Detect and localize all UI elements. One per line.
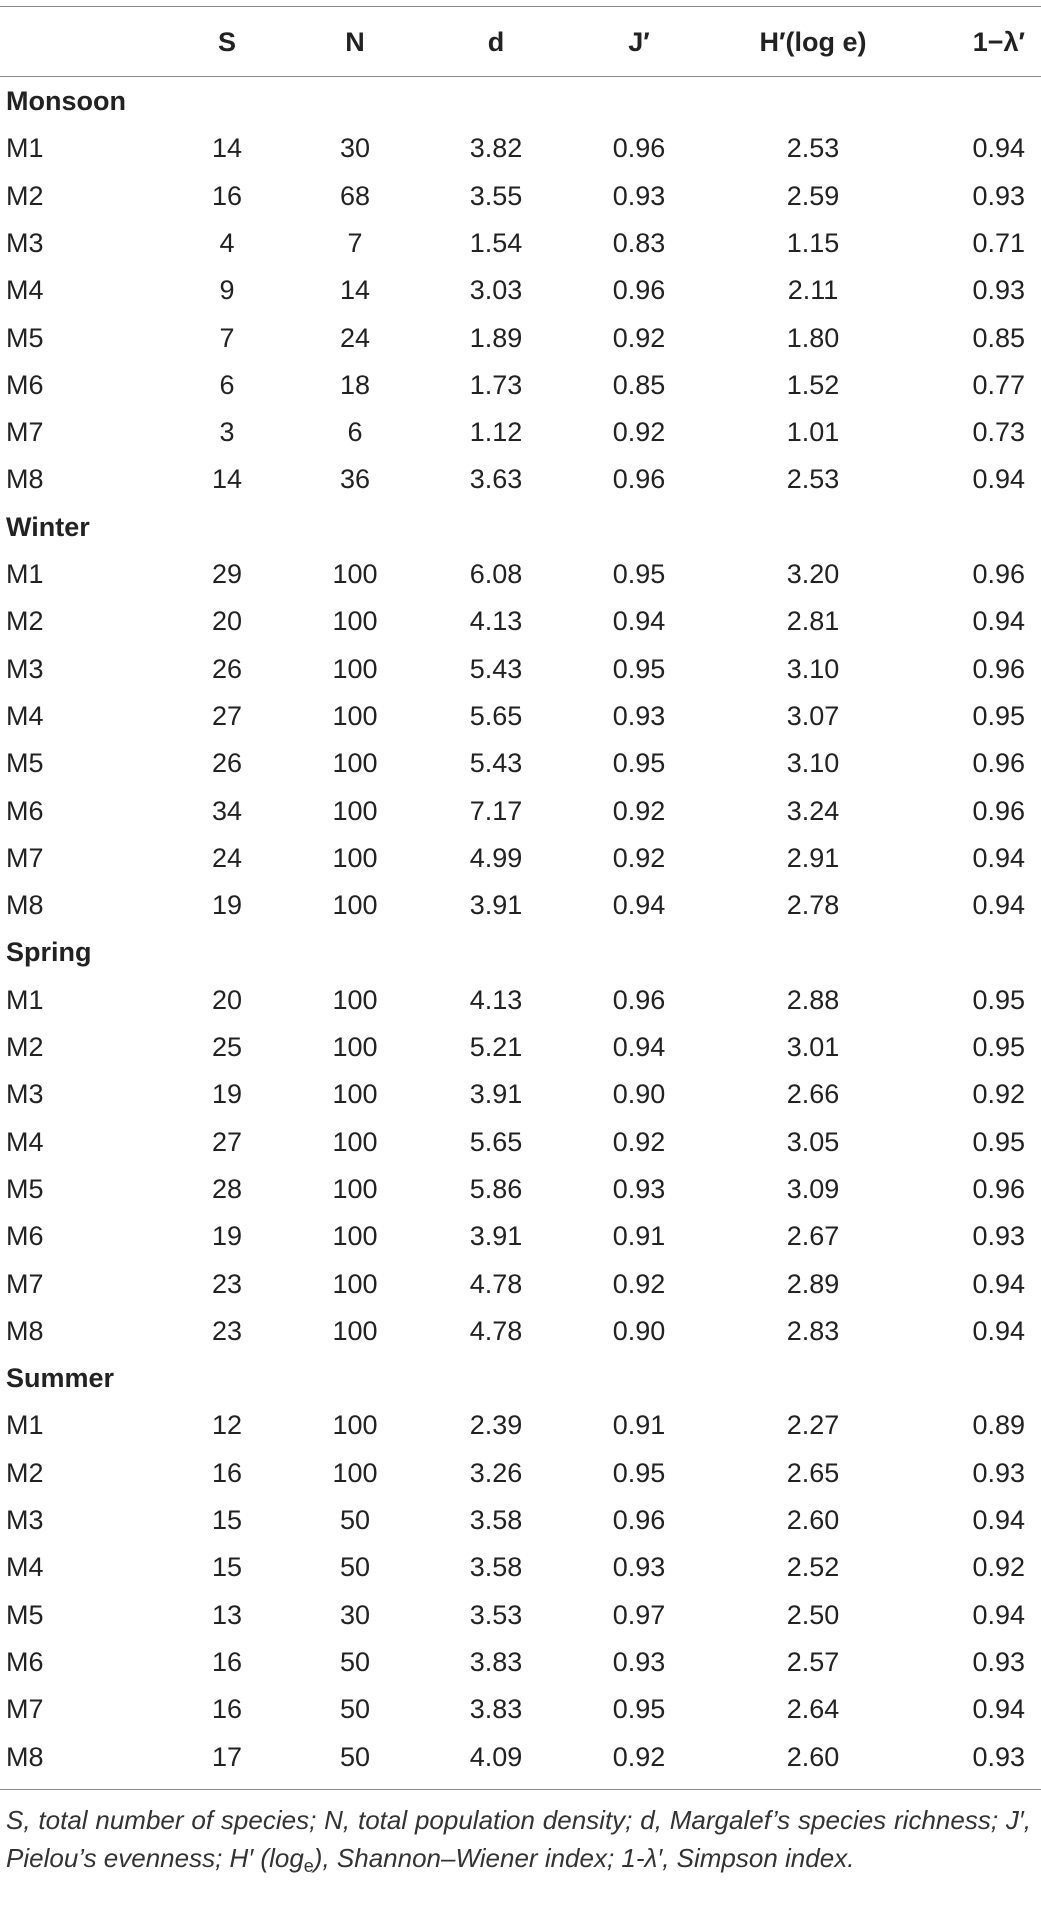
cell-N: 100 xyxy=(332,1221,378,1252)
cell-J: 0.96 xyxy=(612,275,666,306)
table-row xyxy=(0,1497,1041,1544)
cell-d: 3.63 xyxy=(469,464,523,495)
cell-S: 9 xyxy=(219,275,235,306)
site-label: M2 xyxy=(6,180,44,211)
table-row xyxy=(0,646,1041,693)
cell-H: 3.05 xyxy=(786,1126,840,1157)
cell-N: 50 xyxy=(339,1505,371,1535)
cell-S: 3 xyxy=(219,417,235,448)
cell-J: 0.92 xyxy=(612,417,666,448)
cell-S: 28 xyxy=(211,1173,243,1204)
cell-J: 0.91 xyxy=(612,1410,666,1441)
table-row xyxy=(0,1071,1041,1118)
cell-simpson: 0.96 xyxy=(972,795,1025,826)
site-label: M7 xyxy=(6,1694,44,1725)
cell-S: 4 xyxy=(219,227,235,258)
cell-S: 19 xyxy=(211,890,243,921)
cell-H: 1.52 xyxy=(786,369,840,400)
site-label: M4 xyxy=(6,275,44,306)
cell-d: 4.99 xyxy=(469,842,523,873)
cell-S: 25 xyxy=(211,1032,243,1062)
cell-J: 0.92 xyxy=(612,322,666,353)
cell-J: 0.95 xyxy=(612,559,666,589)
cell-d: 4.13 xyxy=(469,984,523,1015)
table-row xyxy=(0,1686,1041,1733)
cell-J: 0.96 xyxy=(612,1505,666,1535)
cell-N: 100 xyxy=(332,1126,378,1157)
header-simpson: 1−λ′ xyxy=(972,27,1025,57)
cell-d: 3.53 xyxy=(469,1599,523,1630)
cell-J: 0.91 xyxy=(612,1221,666,1252)
site-label: M3 xyxy=(6,227,44,258)
header-d: d xyxy=(487,27,505,57)
cell-H: 2.78 xyxy=(786,890,840,921)
site-label: M7 xyxy=(6,842,44,873)
cell-d: 3.91 xyxy=(469,1079,523,1110)
cell-simpson: 0.95 xyxy=(972,700,1025,731)
site-label: M6 xyxy=(6,795,44,826)
cell-d: 3.91 xyxy=(469,1221,523,1252)
site-label: M2 xyxy=(6,1457,44,1488)
cell-H: 2.60 xyxy=(786,1505,840,1535)
cell-S: 20 xyxy=(211,984,243,1015)
cell-N: 50 xyxy=(339,1646,371,1677)
cell-N: 68 xyxy=(339,180,371,211)
cell-H: 3.01 xyxy=(786,1032,840,1062)
table-row xyxy=(0,693,1041,740)
cell-H: 2.67 xyxy=(786,1221,840,1252)
cell-simpson: 0.96 xyxy=(972,1173,1025,1204)
cell-N: 18 xyxy=(339,369,371,400)
cell-simpson: 0.94 xyxy=(972,1694,1025,1725)
table-row xyxy=(0,1544,1041,1591)
cell-S: 16 xyxy=(211,1457,243,1488)
table-row xyxy=(0,1639,1041,1686)
cell-H: 1.15 xyxy=(786,227,840,258)
cell-J: 0.96 xyxy=(612,464,666,495)
cell-H: 2.89 xyxy=(786,1268,840,1299)
cell-S: 26 xyxy=(211,748,243,779)
table-row xyxy=(0,740,1041,787)
cell-simpson: 0.94 xyxy=(972,1315,1025,1346)
header-H: H′(log e) xyxy=(759,27,867,57)
site-label: M5 xyxy=(6,1599,44,1630)
cell-J: 0.95 xyxy=(612,653,666,684)
cell-S: 13 xyxy=(211,1599,243,1630)
cell-d: 3.91 xyxy=(469,890,523,921)
site-label: M8 xyxy=(6,890,44,921)
cell-H: 2.27 xyxy=(786,1410,840,1441)
cell-J: 0.90 xyxy=(612,1079,666,1110)
cell-simpson: 0.95 xyxy=(972,1032,1025,1062)
cell-simpson: 0.94 xyxy=(972,464,1025,495)
site-label: M6 xyxy=(6,1221,44,1252)
cell-H: 2.83 xyxy=(786,1315,840,1346)
cell-simpson: 0.92 xyxy=(972,1079,1025,1110)
cell-d: 3.03 xyxy=(469,275,523,306)
cell-H: 2.53 xyxy=(786,133,840,164)
cell-S: 12 xyxy=(211,1410,243,1441)
cell-simpson: 0.94 xyxy=(972,1268,1025,1299)
cell-d: 5.43 xyxy=(469,653,523,684)
table-row xyxy=(0,362,1041,409)
cell-N: 50 xyxy=(339,1552,371,1583)
cell-S: 14 xyxy=(211,464,243,495)
cell-S: 16 xyxy=(211,180,243,211)
cell-N: 30 xyxy=(339,133,371,164)
cell-J: 0.95 xyxy=(612,748,666,779)
cell-S: 19 xyxy=(211,1221,243,1252)
cell-d: 5.86 xyxy=(469,1173,523,1204)
site-label: M6 xyxy=(6,369,44,400)
cell-N: 50 xyxy=(339,1694,371,1725)
cell-N: 100 xyxy=(332,700,378,731)
cell-J: 0.94 xyxy=(612,606,666,637)
cell-N: 100 xyxy=(332,1410,378,1441)
cell-H: 1.80 xyxy=(786,322,840,353)
cell-J: 0.94 xyxy=(612,890,666,921)
cell-d: 4.78 xyxy=(469,1315,523,1346)
cell-J: 0.85 xyxy=(612,369,666,400)
site-label: M4 xyxy=(6,1126,44,1157)
cell-d: 5.21 xyxy=(469,1032,523,1062)
cell-simpson: 0.94 xyxy=(972,606,1025,637)
cell-simpson: 0.93 xyxy=(972,1221,1025,1252)
cell-H: 2.53 xyxy=(786,464,840,495)
cell-N: 100 xyxy=(332,559,378,589)
cell-d: 1.12 xyxy=(469,417,523,448)
cell-J: 0.97 xyxy=(612,1599,666,1630)
cell-J: 0.92 xyxy=(612,1741,666,1772)
cell-N: 100 xyxy=(332,653,378,684)
site-label: M1 xyxy=(6,559,44,589)
cell-H: 2.81 xyxy=(786,606,840,637)
site-label: M5 xyxy=(6,322,44,353)
cell-H: 1.01 xyxy=(786,417,840,448)
cell-H: 2.65 xyxy=(786,1457,840,1488)
cell-H: 3.09 xyxy=(786,1173,840,1204)
cell-simpson: 0.93 xyxy=(972,1457,1025,1488)
cell-N: 100 xyxy=(332,842,378,873)
cell-S: 16 xyxy=(211,1646,243,1677)
cell-d: 6.08 xyxy=(469,559,523,589)
cell-simpson: 0.92 xyxy=(972,1552,1025,1583)
cell-H: 2.64 xyxy=(786,1694,840,1725)
table-row xyxy=(0,409,1041,456)
table-row xyxy=(0,1308,1041,1355)
cell-N: 100 xyxy=(332,1268,378,1299)
cell-simpson: 0.93 xyxy=(972,275,1025,306)
cell-simpson: 0.73 xyxy=(972,417,1025,448)
cell-J: 0.93 xyxy=(612,180,666,211)
cell-simpson: 0.93 xyxy=(972,1741,1025,1772)
footnote-text-end: ), Shannon–Wiener index; 1-λ′, Simpson index. xyxy=(313,1843,855,1873)
site-label: M5 xyxy=(6,748,44,779)
cell-N: 6 xyxy=(347,417,363,448)
cell-d: 3.83 xyxy=(469,1694,523,1725)
cell-N: 36 xyxy=(339,464,371,495)
cell-S: 17 xyxy=(211,1741,243,1772)
site-label: M8 xyxy=(6,464,44,495)
cell-S: 26 xyxy=(211,653,243,684)
table-row xyxy=(0,1166,1041,1213)
cell-d: 3.55 xyxy=(469,180,523,211)
table-row xyxy=(0,1734,1041,1781)
section-header-monsoon xyxy=(0,78,1041,125)
cell-S: 20 xyxy=(211,606,243,637)
cell-N: 100 xyxy=(332,1173,378,1204)
cell-S: 24 xyxy=(211,842,243,873)
cell-N: 50 xyxy=(339,1741,371,1772)
cell-d: 5.43 xyxy=(469,748,523,779)
table-row xyxy=(0,173,1041,220)
section-header-spring xyxy=(0,929,1041,976)
cell-S: 7 xyxy=(219,322,235,353)
cell-H: 2.52 xyxy=(786,1552,840,1583)
cell-S: 23 xyxy=(211,1315,243,1346)
table-row xyxy=(0,456,1041,503)
table-bottom-rule xyxy=(0,1789,1041,1790)
cell-J: 0.93 xyxy=(612,1552,666,1583)
cell-d: 7.17 xyxy=(469,795,523,826)
table-row xyxy=(0,1450,1041,1497)
cell-d: 2.39 xyxy=(469,1410,523,1441)
cell-d: 3.26 xyxy=(469,1457,523,1488)
table-top-rule xyxy=(0,6,1041,7)
footnote-text: S, total number of species; N, total population density; d, Margalef’s species richness; J′, Pielou’s evenness; H′ (log xyxy=(6,1805,1031,1873)
cell-d: 4.09 xyxy=(469,1741,523,1772)
cell-simpson: 0.95 xyxy=(972,984,1025,1015)
table-row xyxy=(0,1119,1041,1166)
header-J: J′ xyxy=(628,27,650,57)
cell-S: 15 xyxy=(211,1552,243,1583)
site-label: M2 xyxy=(6,1032,44,1062)
cell-simpson: 0.94 xyxy=(972,1599,1025,1630)
cell-d: 3.58 xyxy=(469,1552,523,1583)
cell-J: 0.94 xyxy=(612,1032,666,1062)
header-S: S xyxy=(217,27,237,57)
cell-N: 100 xyxy=(332,606,378,637)
cell-d: 4.78 xyxy=(469,1268,523,1299)
cell-d: 4.13 xyxy=(469,606,523,637)
cell-S: 16 xyxy=(211,1694,243,1725)
cell-N: 100 xyxy=(332,1315,378,1346)
cell-H: 3.07 xyxy=(786,700,840,731)
cell-S: 23 xyxy=(211,1268,243,1299)
table-row xyxy=(0,1213,1041,1260)
cell-simpson: 0.96 xyxy=(972,653,1025,684)
cell-simpson: 0.94 xyxy=(972,133,1025,164)
cell-N: 30 xyxy=(339,1599,371,1630)
cell-J: 0.93 xyxy=(612,1173,666,1204)
site-label: M3 xyxy=(6,1079,44,1110)
cell-simpson: 0.95 xyxy=(972,1126,1025,1157)
cell-N: 100 xyxy=(332,1032,378,1062)
cell-d: 3.82 xyxy=(469,133,523,164)
site-label: M6 xyxy=(6,1646,44,1677)
table-row xyxy=(0,788,1041,835)
cell-d: 1.54 xyxy=(469,227,523,258)
cell-H: 2.88 xyxy=(786,984,840,1015)
table-row xyxy=(0,1592,1041,1639)
cell-N: 14 xyxy=(339,275,371,306)
cell-d: 3.83 xyxy=(469,1646,523,1677)
table-row xyxy=(0,220,1041,267)
table-row xyxy=(0,1402,1041,1449)
cell-S: 15 xyxy=(211,1505,243,1535)
cell-S: 34 xyxy=(211,795,243,826)
cell-J: 0.90 xyxy=(612,1315,666,1346)
section-label: Summer xyxy=(6,1363,115,1394)
site-label: M4 xyxy=(6,1552,44,1583)
footnote-subscript: e xyxy=(303,1856,314,1876)
section-label: Winter xyxy=(6,511,90,542)
table-footnote xyxy=(6,1801,1031,1885)
cell-J: 0.93 xyxy=(612,700,666,731)
table-header-rule xyxy=(0,76,1041,77)
site-label: M5 xyxy=(6,1173,44,1204)
section-label: Monsoon xyxy=(6,86,126,116)
cell-simpson: 0.85 xyxy=(972,322,1025,353)
header-N: N xyxy=(345,27,365,57)
cell-J: 0.92 xyxy=(612,842,666,873)
cell-J: 0.95 xyxy=(612,1694,666,1725)
cell-H: 3.10 xyxy=(786,748,840,779)
cell-simpson: 0.93 xyxy=(972,1646,1025,1677)
cell-J: 0.92 xyxy=(612,1126,666,1157)
cell-H: 2.59 xyxy=(786,180,840,211)
table-row xyxy=(0,882,1041,929)
cell-S: 27 xyxy=(211,1126,243,1157)
cell-H: 2.11 xyxy=(787,275,839,306)
section-label: Spring xyxy=(6,937,92,968)
cell-H: 3.10 xyxy=(786,653,840,684)
cell-d: 5.65 xyxy=(469,1126,523,1157)
cell-J: 0.96 xyxy=(612,133,666,164)
cell-simpson: 0.96 xyxy=(972,559,1025,589)
site-label: M1 xyxy=(6,133,44,164)
cell-N: 100 xyxy=(332,984,378,1015)
cell-J: 0.96 xyxy=(612,984,666,1015)
cell-H: 3.24 xyxy=(786,795,840,826)
site-label: M1 xyxy=(6,984,44,1015)
cell-d: 3.58 xyxy=(469,1505,523,1535)
cell-simpson: 0.93 xyxy=(972,180,1025,211)
table-row xyxy=(0,977,1041,1024)
section-header-summer xyxy=(0,1355,1041,1402)
cell-N: 100 xyxy=(332,1079,378,1110)
table-row xyxy=(0,267,1041,314)
table-row xyxy=(0,315,1041,362)
cell-simpson: 0.94 xyxy=(972,842,1025,873)
cell-simpson: 0.71 xyxy=(972,227,1025,258)
cell-H: 2.60 xyxy=(786,1741,840,1772)
site-label: M8 xyxy=(6,1315,44,1346)
cell-J: 0.92 xyxy=(612,795,666,826)
cell-d: 5.65 xyxy=(469,700,523,731)
cell-simpson: 0.94 xyxy=(972,890,1025,921)
cell-S: 29 xyxy=(211,559,243,589)
cell-H: 3.20 xyxy=(786,559,840,589)
table-row xyxy=(0,551,1041,598)
site-label: M8 xyxy=(6,1741,44,1772)
cell-S: 14 xyxy=(211,133,243,164)
table-row xyxy=(0,125,1041,172)
site-label: M4 xyxy=(6,700,44,731)
site-label: M3 xyxy=(6,653,44,684)
site-label: M1 xyxy=(6,1410,44,1441)
site-label: M7 xyxy=(6,1268,44,1299)
cell-simpson: 0.96 xyxy=(972,748,1025,779)
cell-simpson: 0.77 xyxy=(972,369,1025,400)
cell-simpson: 0.94 xyxy=(972,1505,1025,1535)
table-row xyxy=(0,1261,1041,1308)
site-label: M7 xyxy=(6,417,44,448)
site-label: M2 xyxy=(6,606,44,637)
cell-N: 7 xyxy=(347,227,363,258)
table-row xyxy=(0,1024,1041,1071)
cell-d: 1.89 xyxy=(469,322,523,353)
cell-S: 19 xyxy=(211,1079,243,1110)
cell-N: 100 xyxy=(332,748,378,779)
cell-H: 2.91 xyxy=(786,842,840,873)
cell-S: 27 xyxy=(211,700,243,731)
cell-H: 2.66 xyxy=(786,1079,840,1110)
cell-H: 2.50 xyxy=(786,1599,840,1630)
table-row xyxy=(0,598,1041,645)
section-header-winter xyxy=(0,504,1041,551)
table-row xyxy=(0,835,1041,882)
cell-J: 0.95 xyxy=(612,1457,666,1488)
cell-N: 100 xyxy=(332,1457,378,1488)
cell-H: 2.57 xyxy=(786,1646,840,1677)
cell-N: 100 xyxy=(332,890,378,921)
cell-N: 100 xyxy=(332,795,378,826)
cell-simpson: 0.89 xyxy=(972,1410,1025,1441)
site-label: M3 xyxy=(6,1505,44,1535)
cell-d: 1.73 xyxy=(469,369,523,400)
cell-N: 24 xyxy=(339,322,371,353)
cell-J: 0.93 xyxy=(612,1646,666,1677)
cell-S: 6 xyxy=(219,369,235,400)
cell-J: 0.92 xyxy=(612,1268,666,1299)
cell-J: 0.83 xyxy=(612,227,666,258)
